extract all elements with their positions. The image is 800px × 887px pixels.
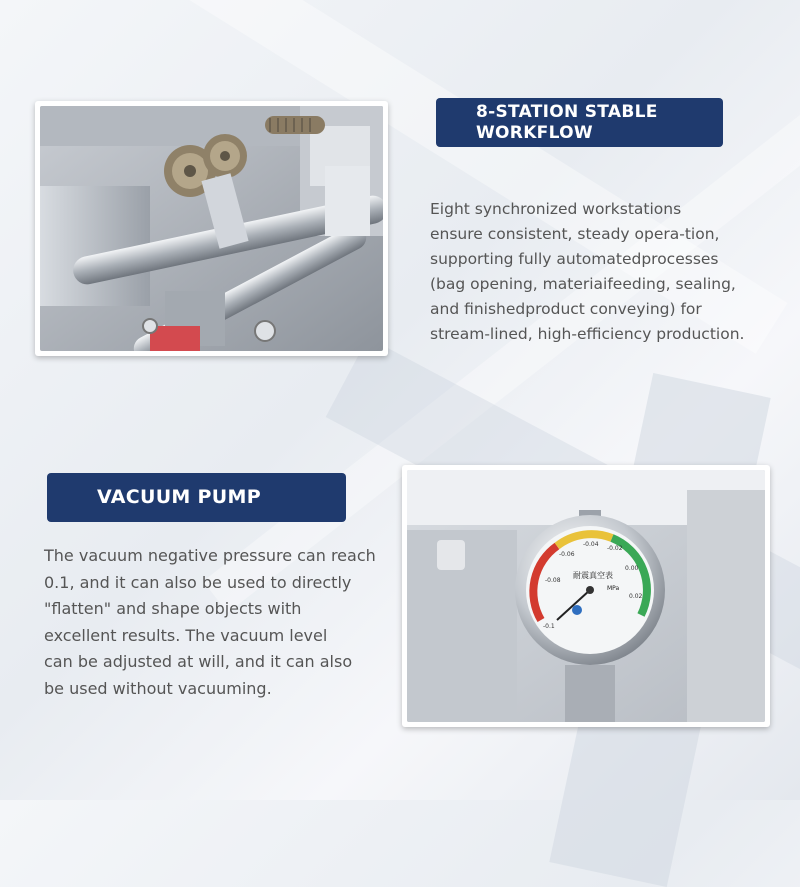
gauge-tick: 0.00 (625, 565, 639, 572)
vacuum-description-line: can be adjusted at will, and it can also (44, 652, 353, 671)
workflow-description-line: supporting fully automatedprocesses (430, 250, 719, 268)
workflow-description-line: and finishedproduct conveying) for (430, 300, 702, 318)
gauge-label-cn: 耐震真空表 (573, 571, 613, 580)
workflow-machine-photo-inner (40, 106, 383, 351)
vacuum-gauge-photo (402, 465, 770, 727)
vacuum-description-line: 0.1, and it can also be used to directly (44, 572, 352, 592)
vacuum-description-line: be used without vacuuming. (44, 678, 272, 698)
gauge-tick: -0.02 (607, 545, 623, 552)
vacuum-pump-description (44, 543, 404, 702)
gauge-tick: -0.04 (583, 541, 599, 548)
workflow-title-line1: 8-STATION STABLE (476, 102, 658, 122)
vacuum-gauge-illustration (407, 470, 765, 722)
workflow-title-badge (436, 98, 723, 147)
gauge-tick: -0.06 (559, 551, 575, 558)
vacuum-pump-title: VACUUM PUMP (97, 486, 261, 508)
machine-mechanism-illustration (40, 106, 383, 351)
workflow-description-line: Eight synchronized workstations (430, 200, 682, 218)
workflow-description-line: (bag opening, materiaifeeding, sealing, (430, 275, 736, 293)
gauge-tick: -0.1 (543, 623, 555, 630)
gauge-tick: -0.08 (545, 577, 561, 584)
workflow-title-line2: WORKFLOW (476, 123, 593, 143)
workflow-description-line: stream-lined, high-efficiency production. (430, 325, 745, 343)
gauge-tick: 0.02 (629, 593, 643, 600)
workflow-description-line: ensure consistent, steady opera-tion, (430, 225, 720, 243)
vacuum-description-line: "flatten" and shape objects with (44, 599, 302, 618)
vacuum-description-line: The vacuum negative pressure can reach (44, 546, 376, 565)
vacuum-gauge-photo-inner (407, 470, 765, 722)
vacuum-description-line: excellent results. The vacuum level (44, 625, 328, 645)
gauge-unit: MPa (607, 585, 620, 592)
gauge-hub (586, 586, 594, 594)
workflow-description (430, 197, 790, 347)
workflow-machine-photo (35, 101, 388, 356)
vacuum-pump-title-badge (47, 473, 346, 522)
gauge-logo-icon (572, 605, 582, 615)
